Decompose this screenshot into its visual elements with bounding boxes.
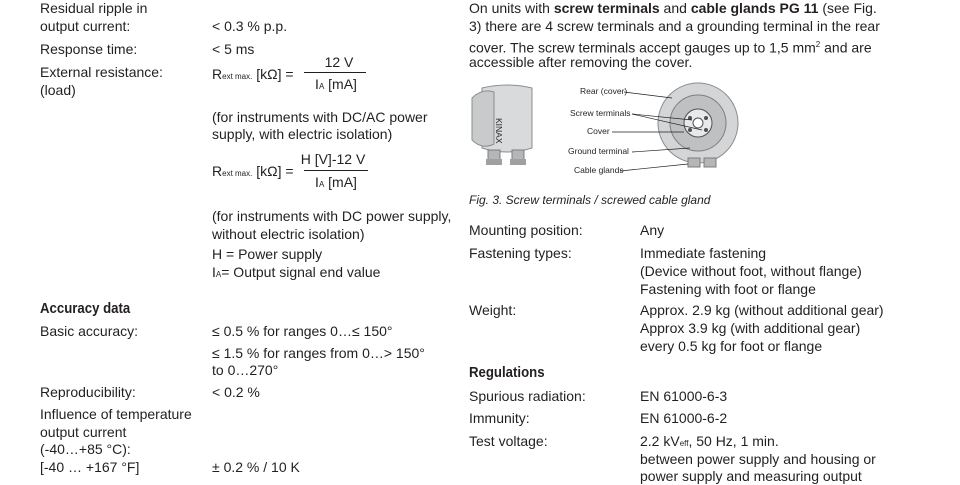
- ripple-label-cont: output current:: [40, 18, 131, 34]
- test-voltage-value-2: between power supply and housing or: [640, 451, 876, 467]
- test-voltage-label: Test voltage:: [469, 433, 548, 449]
- intro-text: cover. The screw terminals accept gauges up to 1,5 mm: [469, 39, 816, 56]
- spurious-radiation-value: EN 61000-6-3: [640, 388, 728, 404]
- ripple-label: Residual ripple in: [40, 0, 148, 16]
- formula-den-i: I: [315, 174, 319, 190]
- note-isolated-cont: supply, with electric isolation): [212, 126, 393, 142]
- response-time-label: Response time:: [40, 41, 138, 57]
- figure-caption: Fig. 3. Screw terminals / screwed cable gland: [469, 193, 711, 207]
- formula-unit: [kΩ] =: [256, 66, 294, 82]
- intro-bold-screw-terminals: screw terminals: [553, 0, 660, 16]
- fastening-types-value-2: (Device without foot, without flange): [640, 263, 862, 279]
- superscript: 2: [815, 40, 821, 49]
- ia-sub: A: [215, 270, 222, 279]
- external-resistance-load-label: (load): [40, 82, 76, 98]
- ia-definition: [212, 264, 380, 283]
- device-rear-view: [658, 83, 738, 167]
- immunity-value: EN 61000-6-2: [640, 410, 728, 426]
- label-screw-terminals: Screw terminals: [570, 108, 631, 118]
- label-cover: Cover: [587, 126, 610, 136]
- fraction-line: [304, 170, 368, 171]
- formula-r-sub: ext max.: [222, 72, 253, 81]
- intro-text: (see Fig.: [818, 0, 877, 16]
- reproducibility-label: Reproducibility:: [40, 384, 136, 400]
- label-rear-cover: Rear (cover): [580, 86, 628, 96]
- basic-accuracy-value-2: ≤ 1.5 % for ranges from 0…> 150°: [212, 345, 425, 361]
- mounting-position-label: Mounting position:: [469, 222, 583, 238]
- reproducibility-value: < 0.2 %: [212, 384, 260, 400]
- note-non-isolated: (for instruments with DC power supply,: [212, 208, 452, 224]
- immunity-label: Immunity:: [469, 410, 530, 426]
- basic-accuracy-label: Basic accuracy:: [40, 323, 139, 339]
- intro-line-4: accessible after removing the cover.: [469, 54, 693, 70]
- spurious-radiation-label: Spurious radiation:: [469, 388, 586, 404]
- temperature-influence-value: ± 0.2 % / 10 K: [212, 459, 300, 475]
- intro-paragraph: [469, 0, 877, 17]
- test-voltage-freq: , 50 Hz, 1 min.: [688, 433, 779, 449]
- regulations-heading: Regulations: [469, 364, 545, 381]
- formula-den-sub: A: [318, 82, 325, 91]
- temperature-influence-label-4: [-40 … +167 °F]: [40, 459, 140, 475]
- intro-text: On units with: [469, 0, 554, 16]
- terminal-figure: [462, 78, 758, 188]
- device-brand: KINAX: [494, 118, 504, 144]
- test-voltage-amount: 2.2 kV: [640, 433, 680, 449]
- formula-r: R: [212, 163, 223, 179]
- temperature-influence-label: Influence of temperature: [40, 406, 192, 422]
- formula-den-unit: [mA]: [324, 76, 357, 92]
- formula-r-sub: ext max.: [222, 169, 253, 178]
- test-voltage-sub: eff: [679, 439, 689, 448]
- ia-definition-text: = Output signal end value: [221, 264, 381, 280]
- response-time-value: < 5 ms: [212, 41, 255, 57]
- formula-den-sub: A: [318, 180, 325, 189]
- label-ground-terminal: Ground terminal: [568, 146, 629, 156]
- fastening-types-value: Immediate fastening: [640, 245, 767, 261]
- weight-value: Approx. 2.9 kg (without additional gear): [640, 302, 884, 318]
- fastening-types-label: Fastening types:: [469, 245, 572, 261]
- fastening-types-value-3: Fastening with foot or flange: [640, 281, 816, 297]
- h-definition: H = Power supply: [212, 246, 323, 262]
- label-cable-glands: Cable glands: [574, 165, 624, 175]
- accuracy-heading: Accuracy data: [40, 300, 131, 317]
- note-isolated: (for instruments with DC/AC power: [212, 109, 428, 125]
- device-side-view: [472, 85, 532, 165]
- formula-numerator: H [V]-12 V: [300, 151, 366, 167]
- temperature-influence-label-2: output current: [40, 424, 127, 440]
- formula-r: R: [212, 66, 223, 82]
- basic-accuracy-value-3: to 0…270°: [212, 362, 279, 378]
- weight-label: Weight:: [469, 302, 517, 318]
- external-resistance-label: External resistance:: [40, 64, 163, 80]
- weight-value-2: Approx 3.9 kg (with additional gear): [640, 320, 861, 336]
- intro-text: and are: [820, 39, 872, 56]
- formula-numerator: 12 V: [324, 54, 354, 70]
- mounting-position-value: Any: [640, 222, 665, 238]
- note-non-isolated-cont: without electric isolation): [212, 226, 365, 242]
- test-voltage-value: [640, 433, 779, 452]
- ripple-value: < 0.3 % p.p.: [212, 18, 288, 34]
- intro-line-2: 3) there are 4 screw terminals and a grounding terminal in the rear: [469, 18, 880, 34]
- fraction-line: [304, 72, 366, 73]
- temperature-influence-label-3: (-40…+85 °C):: [40, 441, 131, 457]
- test-voltage-value-3: power supply and measuring output: [640, 468, 862, 484]
- intro-text: and: [659, 0, 691, 16]
- weight-value-3: every 0.5 kg for foot or flange: [640, 338, 823, 354]
- basic-accuracy-value: ≤ 0.5 % for ranges 0…≤ 150°: [212, 323, 393, 339]
- formula-unit: [kΩ] =: [256, 163, 294, 179]
- formula-den-i: I: [315, 76, 319, 92]
- intro-bold-cable-glands: cable glands PG 11: [690, 0, 819, 16]
- formula-den-unit: [mA]: [324, 174, 357, 190]
- ia-symbol: I: [212, 264, 216, 280]
